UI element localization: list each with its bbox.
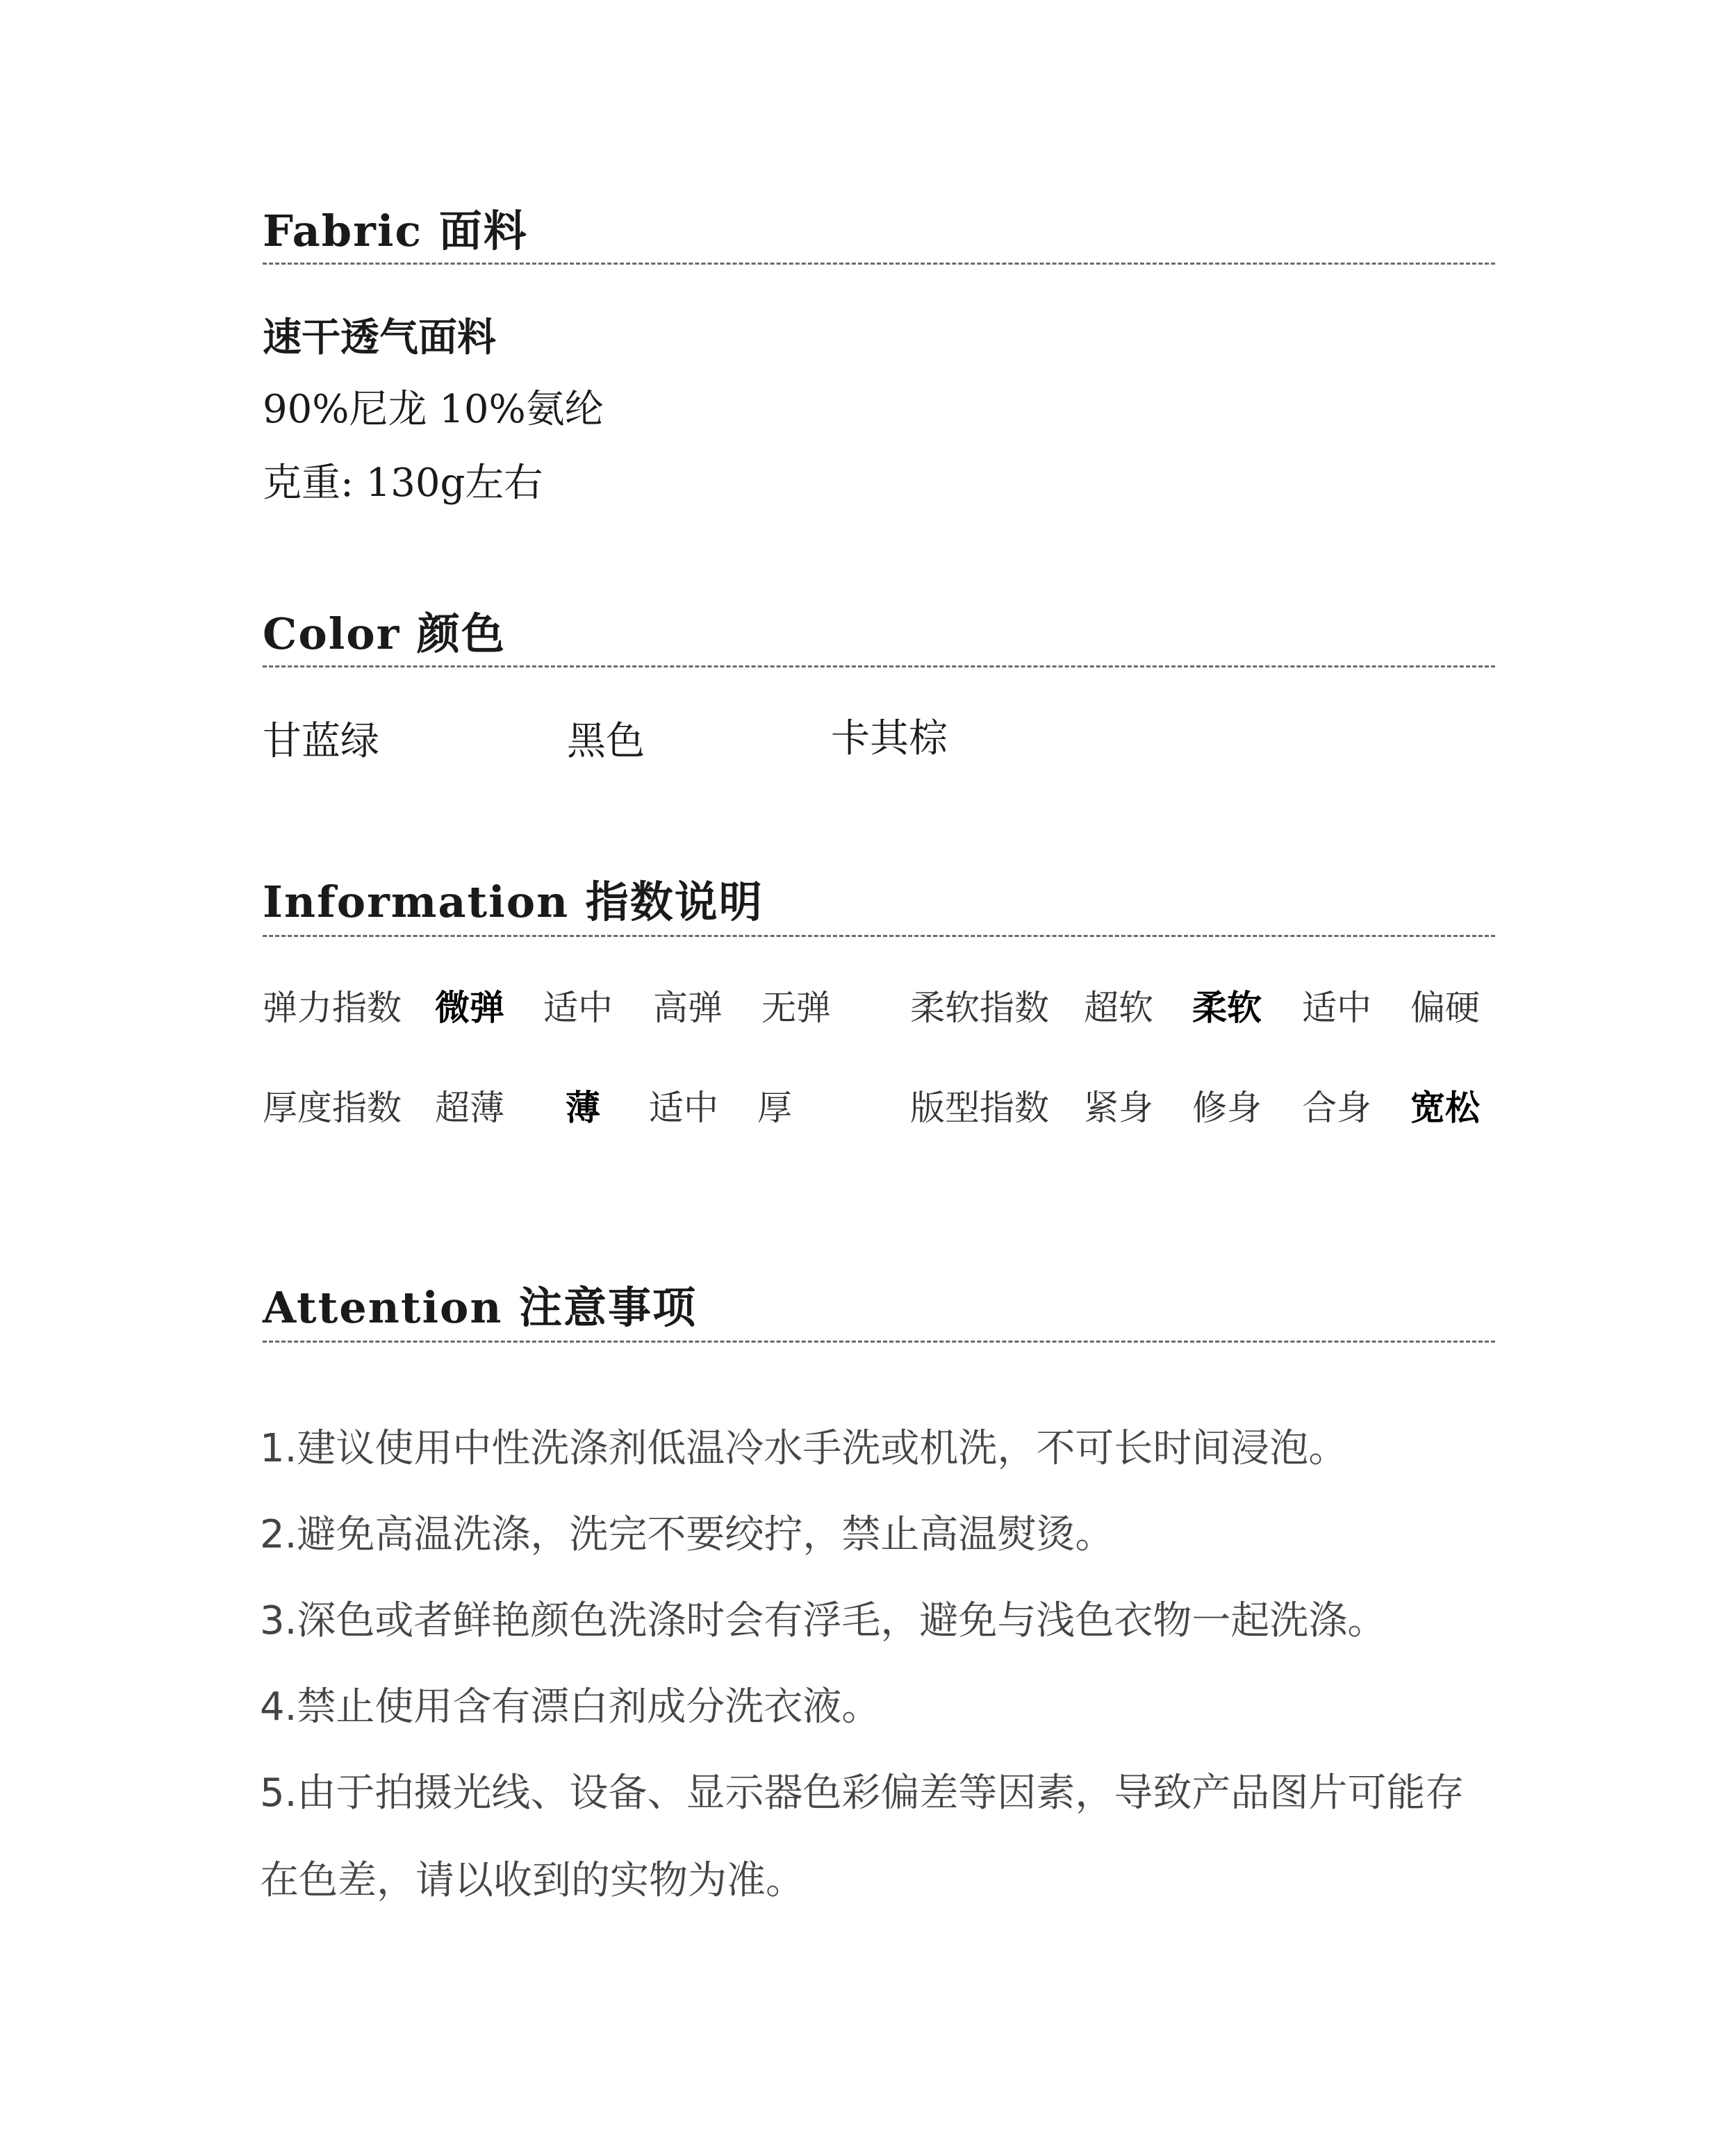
index-option: 厚 — [757, 1088, 792, 1128]
index-option: 修身 — [1192, 1088, 1262, 1128]
index-option-selected: 柔软 — [1192, 987, 1262, 1028]
color-option: 甘蓝绿 — [263, 719, 379, 764]
index-option: 适中 — [649, 1088, 718, 1128]
attention-item: 2.避免高温洗涤，洗完不要绞拧，禁止高温熨烫。 — [260, 1512, 1114, 1557]
index-option: 无弹 — [761, 988, 831, 1028]
index-option: 超薄 — [435, 1088, 504, 1128]
index-option-selected: 宽松 — [1410, 1087, 1480, 1128]
index-option: 合身 — [1302, 1088, 1371, 1128]
attention-item: 4.禁止使用含有漂白剂成分洗衣液。 — [260, 1684, 881, 1730]
attention-item: 1.建议使用中性洗涤剂低温冷水手洗或机洗，不可长时间浸泡。 — [260, 1426, 1348, 1471]
attention-heading: Attention 注意事项 — [263, 1282, 698, 1333]
index-label: 厚度指数 — [263, 1088, 402, 1128]
index-option-selected: 薄 — [566, 1087, 600, 1128]
attention-item: 3.深色或者鲜艳颜色洗涤时会有浮毛，避免与浅色衣物一起洗涤。 — [260, 1598, 1387, 1643]
fabric-divider — [263, 263, 1495, 265]
fabric-heading: Fabric 面料 — [263, 206, 528, 256]
index-option: 适中 — [1302, 988, 1371, 1028]
attention-item: 在色差，请以收到的实物为准。 — [260, 1858, 805, 1903]
index-option: 适中 — [543, 988, 613, 1028]
attention-item: 5.由于拍摄光线、设备、显示器色彩偏差等因素，导致产品图片可能存 — [260, 1771, 1465, 1816]
index-option: 高弹 — [653, 988, 723, 1028]
index-option: 紧身 — [1084, 1088, 1153, 1128]
index-option-selected: 微弹 — [435, 987, 504, 1028]
color-divider — [263, 665, 1495, 667]
fabric-composition: 90%尼龙 10%氨纶 — [263, 387, 604, 432]
information-divider — [263, 935, 1495, 937]
fabric-weight: 克重: 130g左右 — [263, 461, 543, 506]
index-label: 柔软指数 — [910, 988, 1049, 1028]
information-heading: Information 指数说明 — [263, 877, 764, 927]
index-option: 超软 — [1084, 988, 1153, 1028]
fabric-name: 速干透气面料 — [263, 315, 496, 360]
index-label: 版型指数 — [910, 1088, 1049, 1128]
index-label: 弹力指数 — [263, 988, 402, 1028]
color-option: 黑色 — [567, 719, 645, 764]
attention-divider — [263, 1341, 1495, 1343]
color-option: 卡其棕 — [831, 716, 948, 761]
index-option: 偏硬 — [1410, 988, 1480, 1028]
color-heading: Color 颜色 — [263, 608, 506, 659]
